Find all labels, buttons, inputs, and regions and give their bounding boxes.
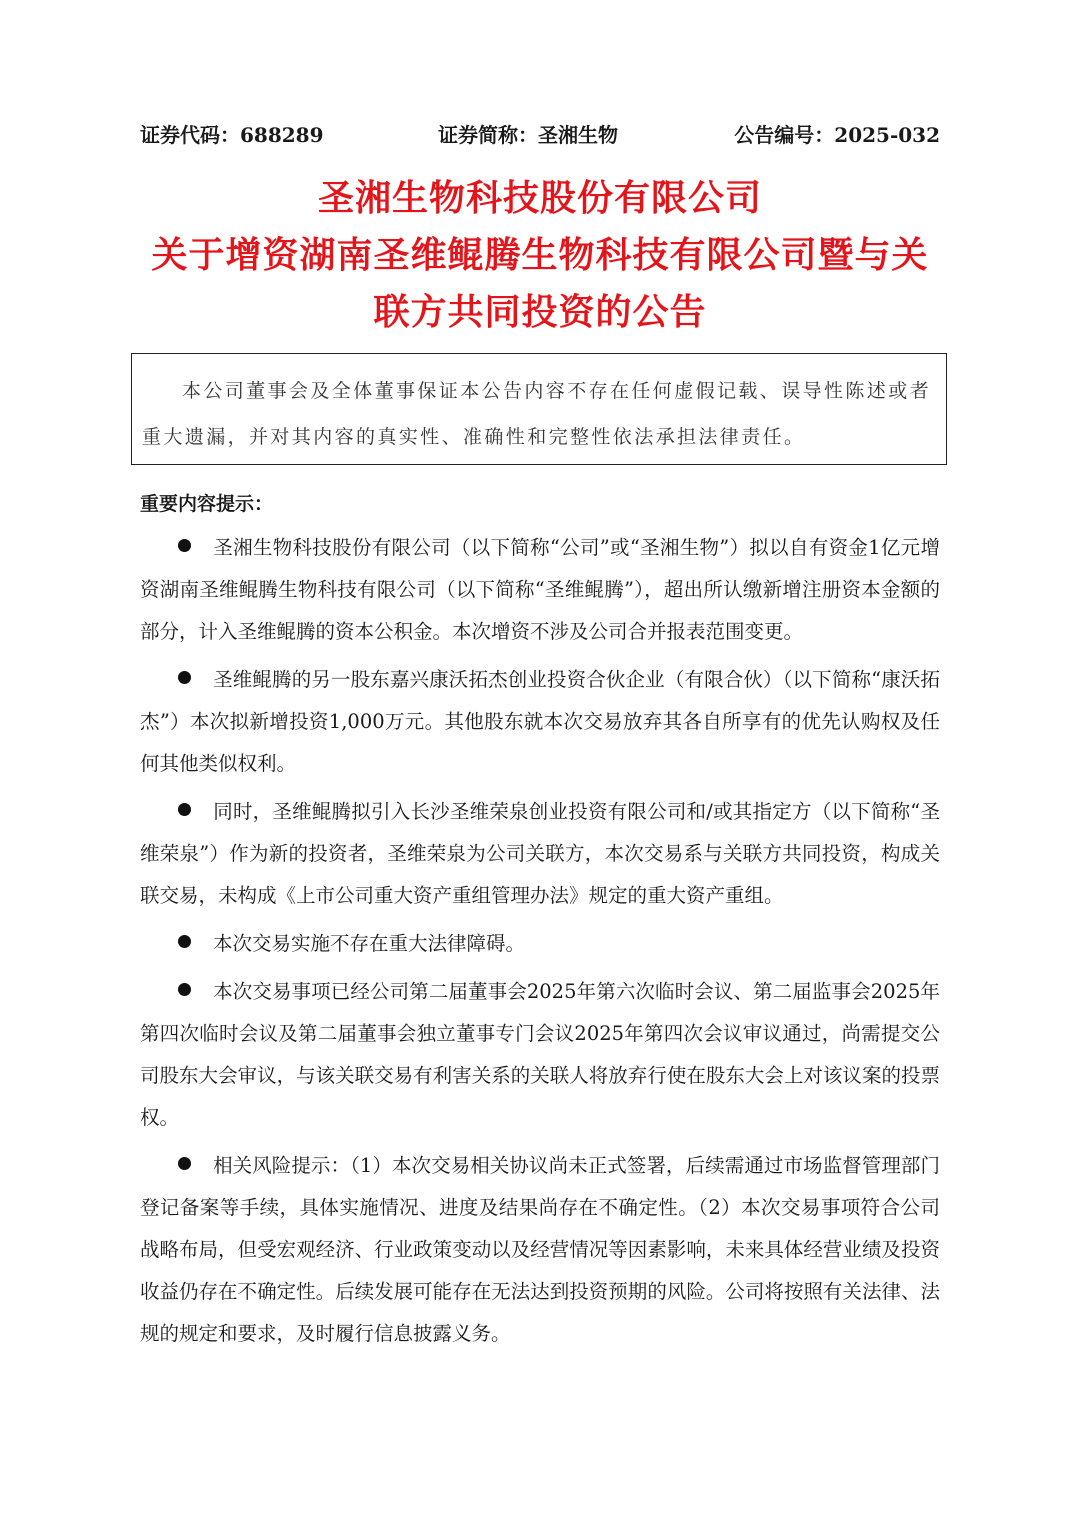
- key-point-text: 同时，圣维鲲腾拟引入长沙圣维荣泉创业投资有限公司和/或其指定方（以下简称“圣维荣泉”）作为新的投资者，圣维荣泉为公司关联方，本次交易系与关联方共同投资，构成关联交易，未构成《上市公司重大资产重组管理办法》规定的重大资产重组。: [140, 800, 940, 907]
- key-point-item: [140, 971, 940, 1139]
- bullet-dot-icon: [178, 539, 191, 552]
- notice-text: 本公司董事会及全体董事保证本公告内容不存在任何虚假记载、误导性陈述或者重大遗漏，并对其内容的真实性、准确性和完整性依法承担法律责任。: [142, 380, 932, 448]
- title-line-3: 联方共同投资的公告: [373, 292, 707, 333]
- announcement-number: 公告编号：2025-032: [734, 123, 940, 147]
- bullet-dot-icon: [178, 935, 191, 948]
- bullet-dot-icon: [178, 671, 191, 684]
- security-code: 证券代码：688289: [140, 123, 324, 147]
- key-points-list: [140, 527, 940, 1361]
- key-point-item: [140, 791, 940, 917]
- key-point-item: [140, 923, 940, 965]
- header-line: [140, 118, 940, 152]
- title-line-2: 关于增资湖南圣维鲲腾生物科技有限公司暨与关: [151, 235, 929, 276]
- key-point-item: [140, 659, 940, 785]
- board-guarantee-notice: [131, 353, 947, 465]
- key-point-text: 圣湘生物科技股份有限公司（以下简称“公司”或“圣湘生物”）拟以自有资金1亿元增资湖南圣维鲲腾生物科技有限公司（以下简称“圣维鲲腾”），超出所认缴新增注册资本金额的部分，计入圣维鲲腾的资本公积金。本次增资不涉及公司合并报表范围变更。: [140, 536, 940, 643]
- bullet-dot-icon: [178, 1157, 191, 1170]
- title-line-1: 圣湘生物科技股份有限公司: [317, 178, 762, 219]
- key-point-item: [140, 527, 940, 653]
- key-point-text: 相关风险提示：（1）本次交易相关协议尚未正式签署，后续需通过市场监督管理部门登记备案等手续，具体实施情况、进度及结果尚存在不确定性。（2）本次交易事项符合公司战略布局，但受宏观经济、行业政策变动以及经营情况等因素影响，未来具体经营业绩及投资收益仍存在不确定性。后续发展可能存在无法达到投资预期的风险。公司将按照有关法律、法规的规定和要求，及时履行信息披露义务。: [140, 1154, 940, 1345]
- key-point-text: 圣维鲲腾的另一股东嘉兴康沃拓杰创业投资合伙企业（有限合伙）（以下简称“康沃拓杰”）本次拟新增投资1,000万元。其他股东就本次交易放弃其各自所享有的优先认购权及任何其他类似权利。: [140, 668, 940, 775]
- key-point-item: [140, 1145, 940, 1355]
- bullet-dot-icon: [178, 983, 191, 996]
- announcement-title: [140, 170, 940, 341]
- key-points-heading: 重要内容提示：: [140, 493, 274, 515]
- security-abbr: 证券简称：圣湘生物: [438, 123, 618, 147]
- key-point-text: 本次交易事项已经公司第二届董事会2025年第六次临时会议、第二届监事会2025年第四次临时会议及第二届董事会独立董事专门会议2025年第四次会议审议通过，尚需提交公司股东大会审议，与该关联交易有利害关系的关联人将放弃行使在股东大会上对该议案的投票权。: [140, 980, 940, 1129]
- key-point-text: 本次交易实施不存在重大法律障碍。: [213, 932, 526, 955]
- bullet-dot-icon: [178, 803, 191, 816]
